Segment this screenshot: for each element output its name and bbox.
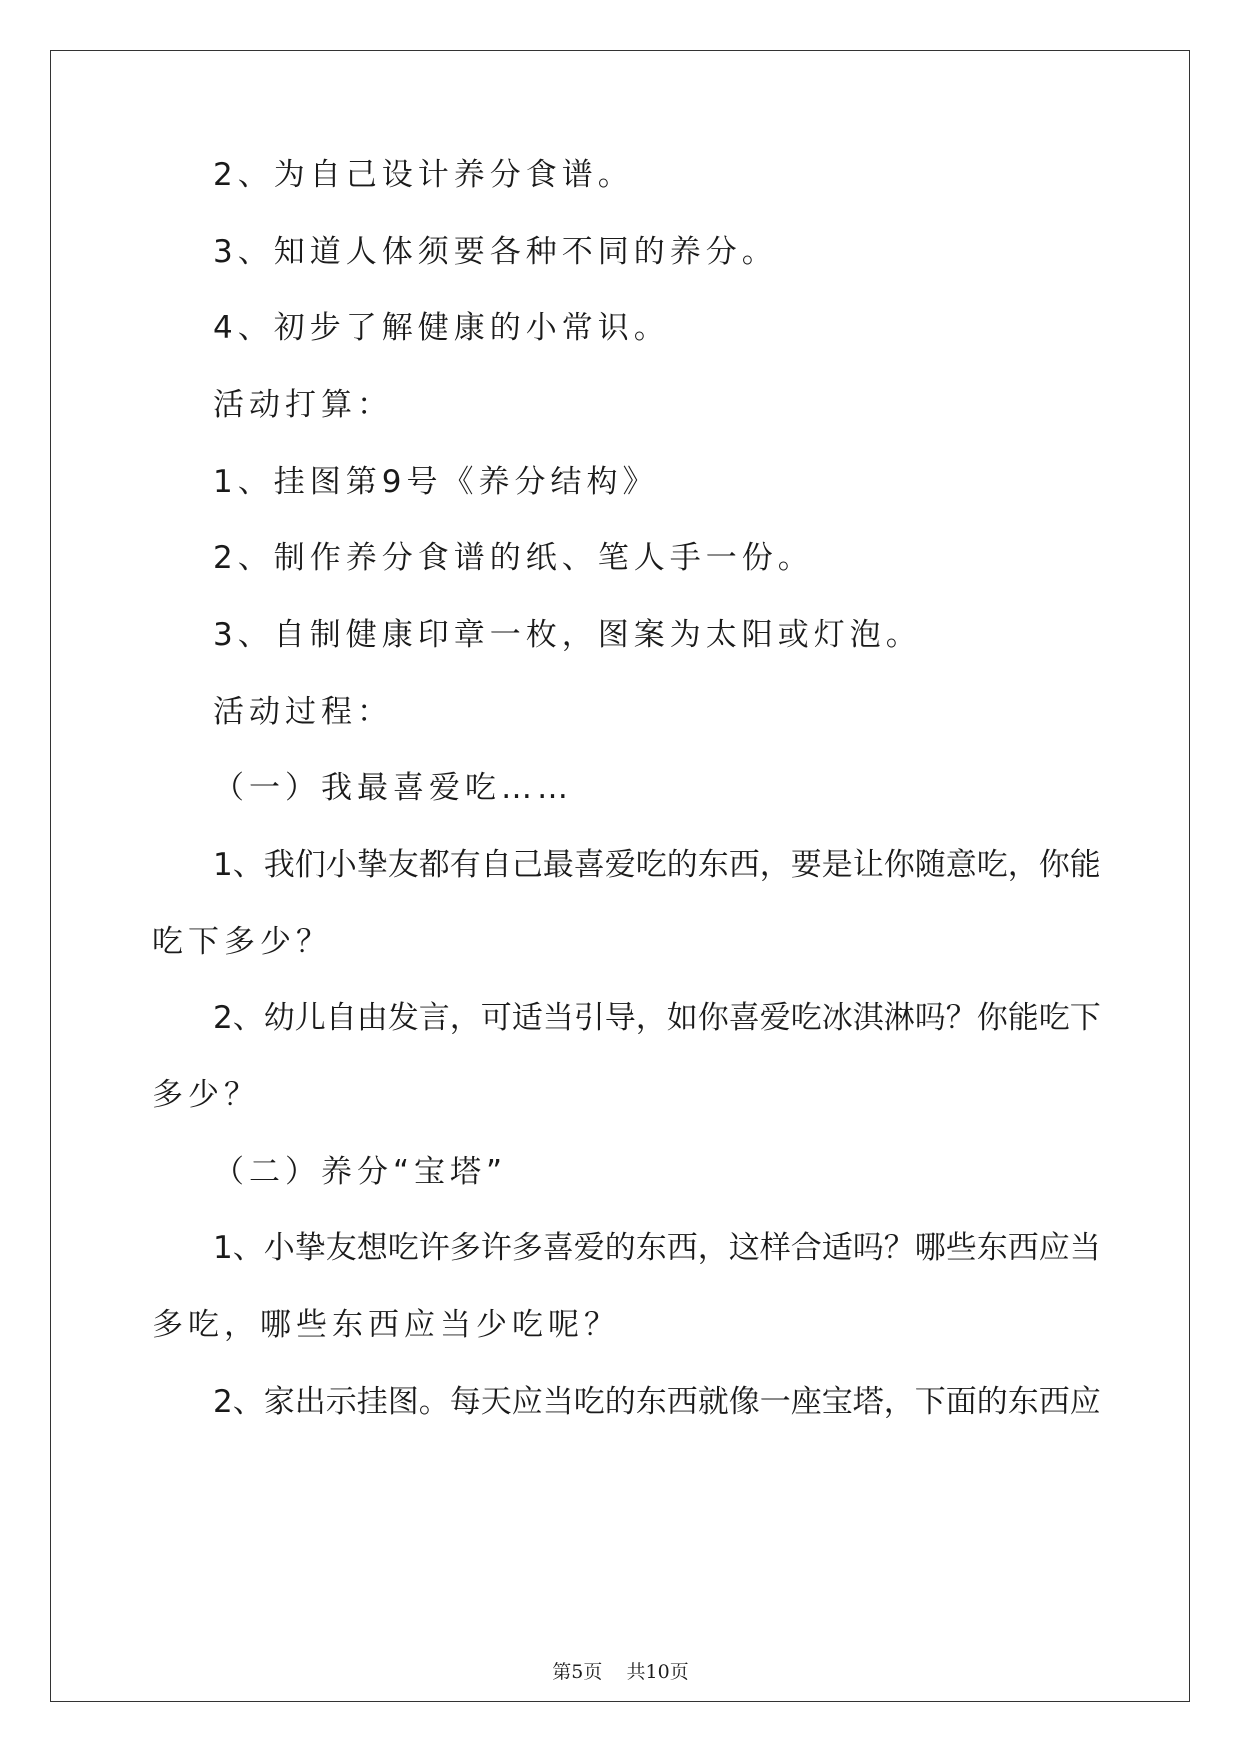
text-line: 4、初步了解健康的小常识。 <box>213 310 670 346</box>
text-line: 3、知道人体须要各种不同的养分。 <box>213 234 778 270</box>
text-line: 1、挂图第9号《养分结构》 <box>213 464 659 500</box>
text-line: 2、为自己设计养分食谱。 <box>213 157 634 193</box>
page-number-footer: 第5页 共10页 <box>552 1661 689 1683</box>
text-line: 1、小挚友想吃许多许多喜爱的东西，这样合适吗？哪些东西应当 <box>213 1230 1101 1266</box>
text-line: 1、我们小挚友都有自己最喜爱吃的东西，要是让你随意吃，你能 <box>213 847 1101 883</box>
section-heading: （一）我最喜爱吃…… <box>213 770 573 806</box>
text-line: 2、家出示挂图。每天应当吃的东西就像一座宝塔，下面的东西应 <box>213 1384 1101 1420</box>
text-line: 活动过程： <box>213 694 393 730</box>
text-line: 多吃，哪些东西应当少吃呢？ <box>152 1307 620 1343</box>
text-line: 2、制作养分食谱的纸、笔人手一份。 <box>213 540 814 576</box>
section-heading: （二）养分“宝塔” <box>213 1154 508 1190</box>
text-line: 2、幼儿自由发言，可适当引导，如你喜爱吃冰淇淋吗？你能吃下 <box>213 1000 1101 1036</box>
text-line: 活动打算： <box>213 387 393 423</box>
text-line: 吃下多少？ <box>152 924 332 960</box>
text-line: 3、自制健康印章一枚，图案为太阳或灯泡。 <box>213 617 922 653</box>
text-line: 多少？ <box>152 1077 260 1113</box>
